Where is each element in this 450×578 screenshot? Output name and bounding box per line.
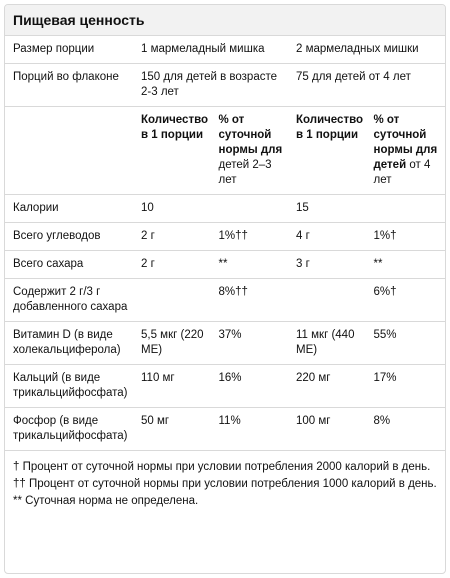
nutrient-name: Фосфор (в виде трикальцийфосфата) <box>5 408 135 451</box>
header-dv-2-bold: % от суточной нормы для детей <box>373 114 438 171</box>
serving-size-row <box>5 36 445 64</box>
amount-2: 15 <box>290 195 368 223</box>
amount-2 <box>290 279 368 322</box>
daily-value-1: 1%†† <box>213 223 291 251</box>
daily-value-2: 6%† <box>368 279 446 322</box>
amount-1: 5,5 мкг (220 МЕ) <box>135 322 213 365</box>
nutrient-name: Витамин D (в виде холекальциферола) <box>5 322 135 365</box>
amount-2: 220 мг <box>290 365 368 408</box>
nutrient-name: Содержит 2 г/3 г добавленного сахара <box>5 279 135 322</box>
panel-title: Пищевая ценность <box>5 5 445 36</box>
daily-value-2: 17% <box>368 365 446 408</box>
footnotes <box>5 451 445 510</box>
daily-value-1: 37% <box>213 322 291 365</box>
nutrient-rows <box>5 195 445 451</box>
nutrition-facts-panel <box>4 4 446 574</box>
daily-value-1: 11% <box>213 408 291 451</box>
footnote: † Процент от суточной нормы при условии потребления 2000 калорий в день. <box>13 461 431 473</box>
amount-1: 50 мг <box>135 408 213 451</box>
serving-size-label: Размер порции <box>5 36 135 64</box>
serving-size-value-2: 2 мармеладных мишки <box>290 36 445 64</box>
footnote: ** Суточная норма не определена. <box>13 495 199 507</box>
nutrient-name: Калории <box>5 195 135 223</box>
nutrient-name: Всего углеводов <box>5 223 135 251</box>
daily-value-1: 8%†† <box>213 279 291 322</box>
servings-per-container-row <box>5 64 445 107</box>
daily-value-2 <box>368 195 446 223</box>
amount-2: 3 г <box>290 251 368 279</box>
header-dv-1-bold: % от суточной нормы для <box>218 114 283 156</box>
daily-value-2: 8% <box>368 408 446 451</box>
header-dv-2 <box>368 107 446 195</box>
daily-value-2: ** <box>368 251 446 279</box>
nutrient-row <box>5 408 445 451</box>
amount-2: 11 мкг (440 МЕ) <box>290 322 368 365</box>
header-amount-1: Количество в 1 порции <box>135 107 213 195</box>
servings-value-2: 75 для детей от 4 лет <box>290 64 445 107</box>
nutrition-table <box>5 36 445 451</box>
header-dv-1 <box>213 107 291 195</box>
nutrient-name: Всего сахара <box>5 251 135 279</box>
amount-1: 2 г <box>135 223 213 251</box>
footnote: †† Процент от суточной нормы при условии потребления 1000 калорий в день. <box>13 478 437 490</box>
nutrient-row <box>5 322 445 365</box>
amount-2: 100 мг <box>290 408 368 451</box>
daily-value-1 <box>213 195 291 223</box>
servings-value-1: 150 для детей в возрасте 2-3 лет <box>135 64 290 107</box>
amount-1: 10 <box>135 195 213 223</box>
amount-1: 110 мг <box>135 365 213 408</box>
nutrient-row <box>5 195 445 223</box>
daily-value-1: ** <box>213 251 291 279</box>
header-amount-2: Количество в 1 порции <box>290 107 368 195</box>
daily-value-1: 16% <box>213 365 291 408</box>
amount-2: 4 г <box>290 223 368 251</box>
daily-value-2: 55% <box>368 322 446 365</box>
nutrient-name: Кальций (в виде трикальцийфосфата) <box>5 365 135 408</box>
nutrient-row <box>5 279 445 322</box>
header-empty-cell <box>5 107 135 195</box>
column-header-row <box>5 107 445 195</box>
servings-label: Порций во флаконе <box>5 64 135 107</box>
nutrient-row <box>5 251 445 279</box>
header-dv-2-rest: от 4 лет <box>373 159 431 186</box>
header-dv-1-rest: детей 2–3 лет <box>218 159 272 186</box>
daily-value-2: 1%† <box>368 223 446 251</box>
nutrient-row <box>5 365 445 408</box>
amount-1 <box>135 279 213 322</box>
amount-1: 2 г <box>135 251 213 279</box>
nutrient-row <box>5 223 445 251</box>
serving-size-value-1: 1 мармеладный мишка <box>135 36 290 64</box>
